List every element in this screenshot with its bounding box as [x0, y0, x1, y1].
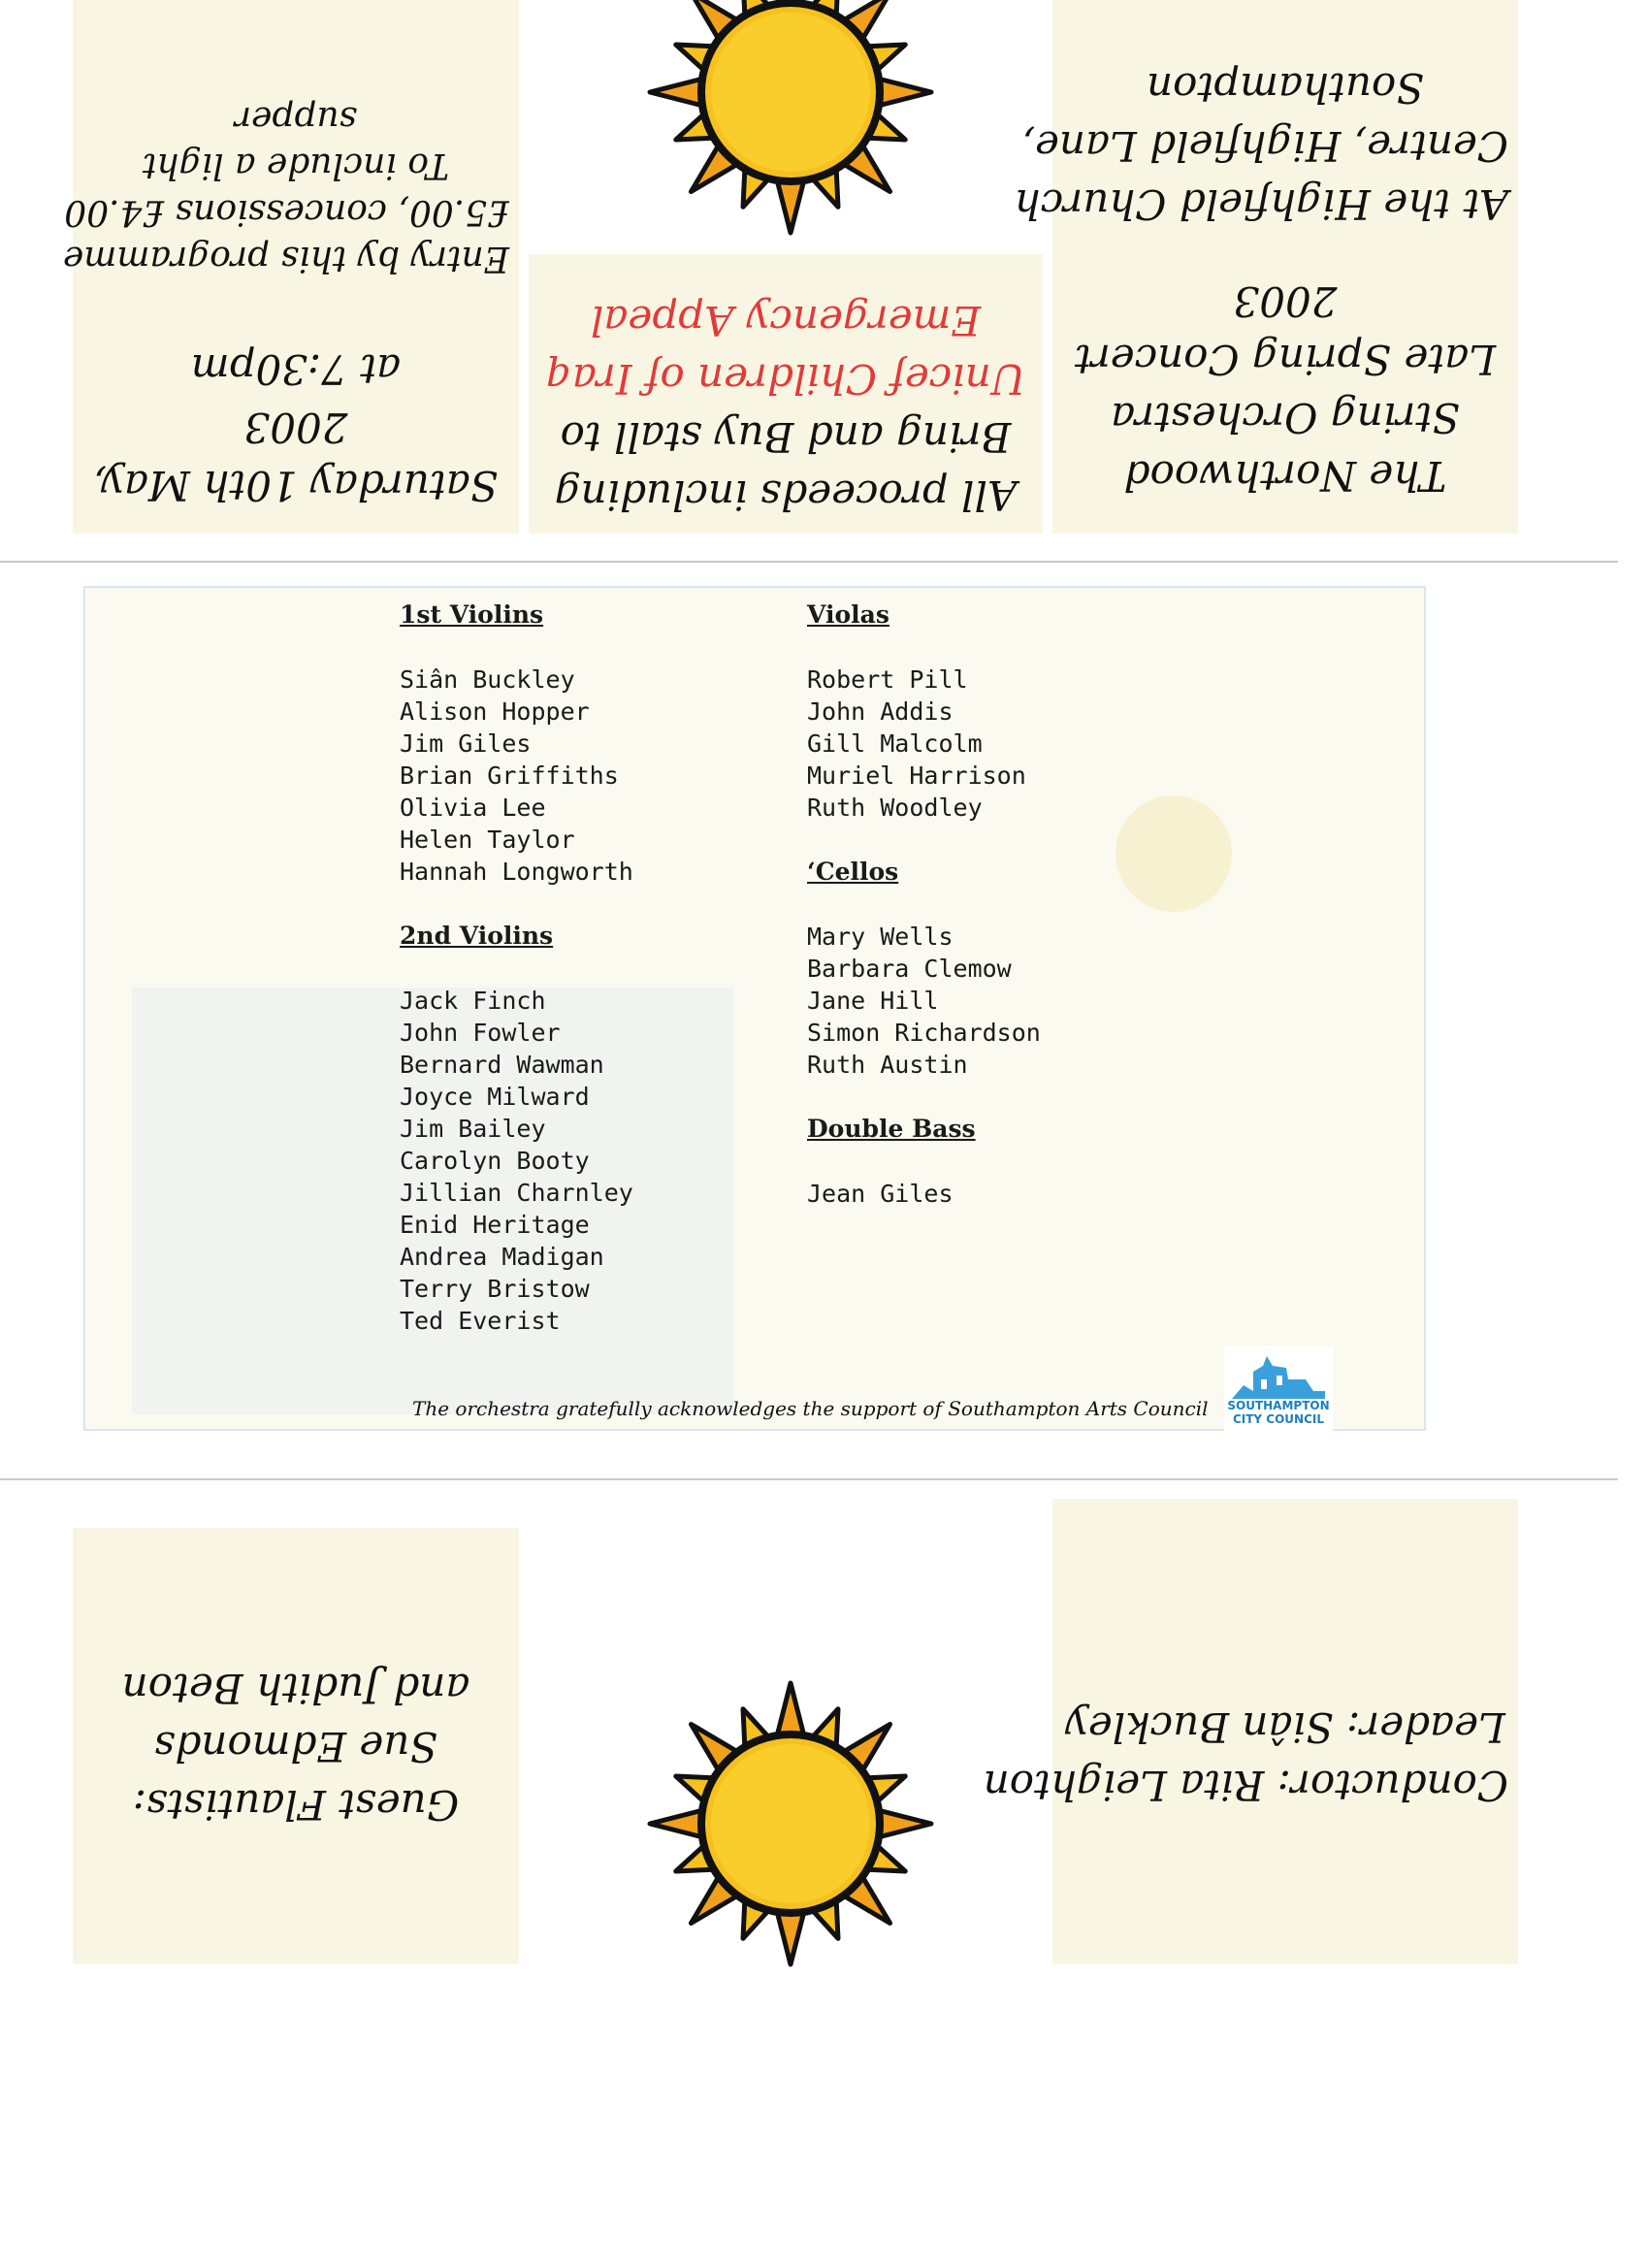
- heading-violas: Violas: [807, 600, 889, 629]
- proceeds-line-1: All proceeds including: [554, 471, 1018, 519]
- background-sun-icon: [1116, 795, 1232, 912]
- player-name: John Addis: [807, 697, 954, 726]
- orchestra-type: String Orchestra: [1111, 394, 1460, 441]
- appeal-line-1: Unicef Children of Iraq: [545, 355, 1026, 403]
- conductor-leader-block: [983, 1688, 1508, 1814]
- player-name: Robert Pill: [807, 665, 968, 694]
- player-name: Ruth Woodley: [807, 794, 983, 822]
- sun-top-icon: [601, 0, 980, 238]
- player-name: Jack Finch: [400, 987, 546, 1015]
- column-left: [400, 599, 633, 1337]
- entry-line-2: £5.00, concessions £4.00: [64, 192, 509, 232]
- player-name: Mary Wells: [807, 923, 954, 951]
- sun-bottom-icon: [601, 1678, 980, 1969]
- player-name: Jillian Charnley: [400, 1179, 633, 1207]
- player-name: Simon Richardson: [807, 1019, 1041, 1047]
- orchestra-name: The Northwood: [1123, 452, 1447, 500]
- conductor: Conductor: Rita Leighton: [983, 1762, 1508, 1809]
- leader: Leader: Siân Buckley: [1065, 1703, 1505, 1751]
- player-name: Bernard Wawman: [400, 1051, 604, 1079]
- column-right: [807, 599, 1041, 1210]
- venue-line-2: Centre, Highfield Lane,: [1021, 122, 1508, 170]
- acknowledgement: The orchestra gratefully acknowledges the support of Southampton Arts Council: [412, 1397, 1209, 1420]
- concert-title-block: [1014, 29, 1508, 524]
- player-name: Jane Hill: [807, 987, 939, 1015]
- heading-first-violins: 1st Violins: [400, 600, 544, 629]
- player-name: Andrea Madigan: [400, 1243, 604, 1271]
- fold-line-top: [0, 561, 1618, 563]
- venue-line-1: At the Highfield Church: [1014, 180, 1508, 228]
- double-bass-list: [807, 1178, 1041, 1210]
- heading-double-bass: Double Bass: [807, 1115, 976, 1143]
- player-name: Carolyn Booty: [400, 1147, 590, 1175]
- violas-list: [807, 664, 1041, 824]
- guest-flautists-block: [92, 1639, 500, 1833]
- player-name: Olivia Lee: [400, 794, 546, 822]
- fold-line-bottom: [0, 1478, 1618, 1480]
- player-name: Ruth Austin: [807, 1051, 968, 1079]
- player-name: Siân Buckley: [400, 665, 575, 694]
- first-violins-list: [400, 664, 633, 888]
- player-name: Jean Giles: [807, 1180, 954, 1208]
- proceeds-block: [543, 281, 1028, 534]
- entry-line-1: Entry by this programme: [62, 239, 509, 278]
- guest-heading: Guest Flautists:: [132, 1781, 460, 1829]
- player-name: Enid Heritage: [400, 1211, 590, 1239]
- concert-date-block: [62, 39, 509, 524]
- player-name: Barbara Clemow: [807, 955, 1012, 983]
- concert-name: Late Spring Concert: [1074, 336, 1497, 383]
- player-name: Helen Taylor: [400, 826, 575, 854]
- cellos-list: [807, 921, 1041, 1081]
- appeal-line-2: Emergency Appeal: [590, 297, 982, 344]
- player-name: Joyce Milward: [400, 1083, 590, 1111]
- heading-second-violins: 2nd Violins: [400, 922, 554, 950]
- logo-caption: SOUTHAMPTON CITY COUNCIL: [1227, 1399, 1330, 1426]
- player-name: Jim Bailey: [400, 1115, 546, 1143]
- player-name: Ted Everist: [400, 1307, 561, 1335]
- heading-cellos: ‘Cellos: [807, 858, 899, 886]
- player-name: Terry Bristow: [400, 1275, 590, 1303]
- venue-line-3: Southampton: [1147, 64, 1425, 112]
- player-name: Hannah Longworth: [400, 858, 633, 886]
- player-name: Gill Malcolm: [807, 729, 983, 758]
- player-name: Brian Griffiths: [400, 761, 619, 790]
- player-name: Alison Hopper: [400, 697, 590, 726]
- year: 2003: [243, 404, 348, 451]
- entry-line-3: To include a light: [142, 146, 450, 185]
- player-name: Muriel Harrison: [807, 761, 1026, 790]
- entry-line-4: supper: [234, 99, 358, 139]
- player-name: John Fowler: [400, 1019, 561, 1047]
- player-name: Jim Giles: [400, 729, 532, 758]
- guest-name-1: Sue Edmonds: [153, 1723, 438, 1770]
- proceeds-line-2: Bring and Buy stall to: [560, 413, 1012, 461]
- concert-year: 2003: [1233, 277, 1338, 325]
- time: at 7:30pm: [190, 345, 402, 393]
- second-violins-list: [400, 985, 633, 1337]
- guest-name-2: and Judith Beton: [121, 1665, 470, 1712]
- date-line: Saturday 10th May,: [93, 462, 499, 509]
